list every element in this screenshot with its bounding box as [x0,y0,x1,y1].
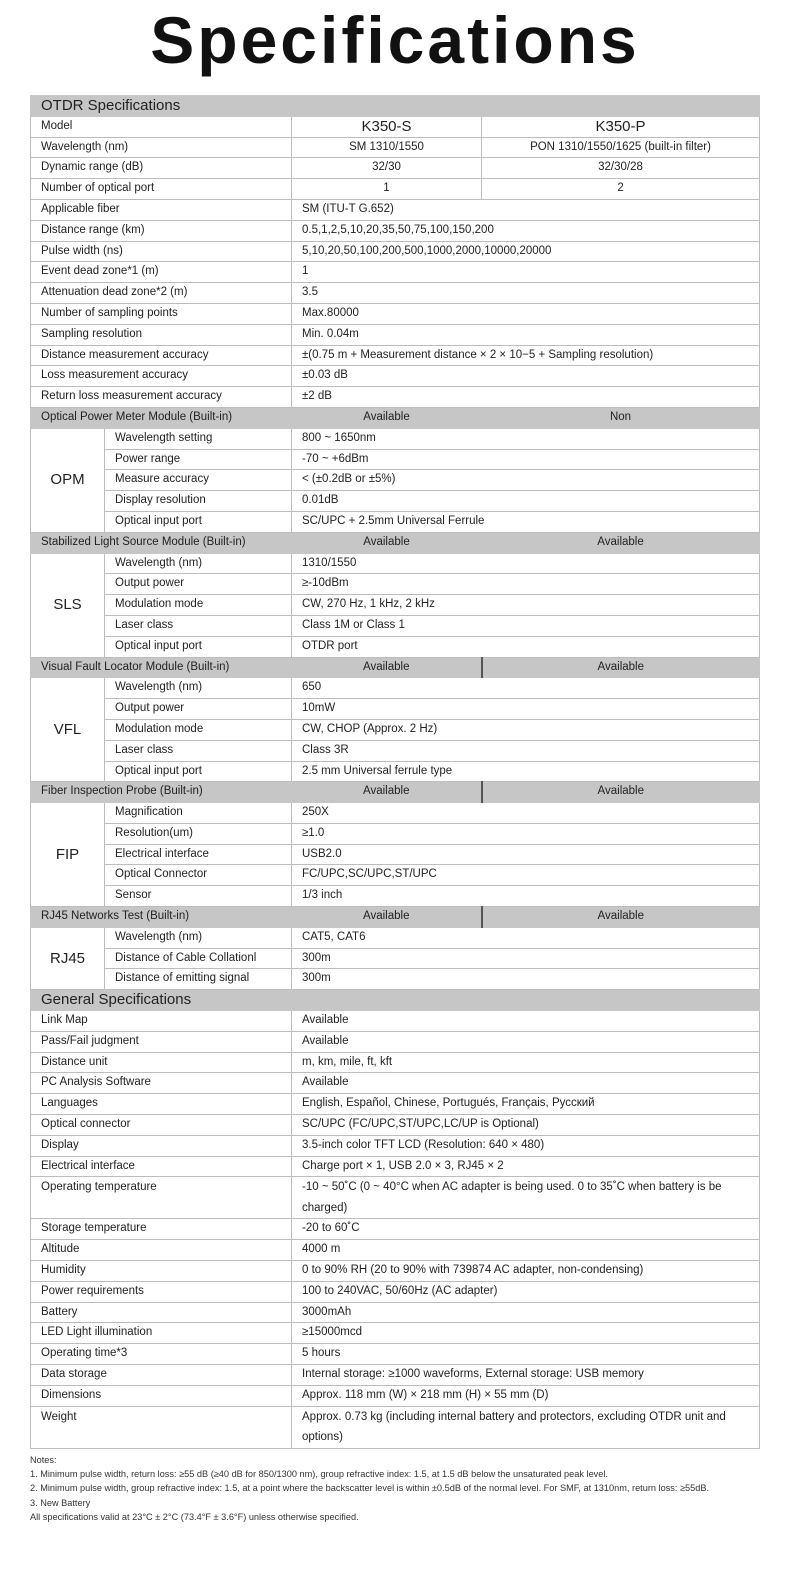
spec-row [31,366,760,387]
spec-row [31,449,760,470]
spec-value: Available [292,1011,760,1032]
spec-row [31,636,760,657]
spec-label: Operating temperature [31,1177,292,1219]
spec-value: 650 [292,678,760,699]
section-header-row [31,407,760,428]
spec-value: ≥1.0 [292,823,760,844]
spec-value: m, km, mile, ft, kft [292,1052,760,1073]
spec-label: PC Analysis Software [31,1073,292,1094]
spec-value: 3.5 [292,283,760,304]
spec-row [31,324,760,345]
spec-value: SC/UPC (FC/UPC,ST/UPC,LC/UP is Optional) [292,1115,760,1136]
spec-label: Humidity [31,1261,292,1282]
spec-label: Storage temperature [31,1219,292,1240]
spec-row [31,1094,760,1115]
spec-row [31,1115,760,1136]
module-abbr: OPM [31,428,105,532]
spec-value: 0 to 90% RH (20 to 90% with 739874 AC adapter, non-condensing) [292,1261,760,1282]
spec-label: Wavelength (nm) [105,678,292,699]
spec-row [31,1281,760,1302]
module-abbr: FIP [31,803,105,907]
spec-row [31,137,760,158]
spec-value: 0.5,1,2,5,10,20,35,50,75,100,150,200 [292,220,760,241]
spec-label: Optical input port [105,511,292,532]
spec-value: ±0.03 dB [292,366,760,387]
section-header-row [31,907,760,928]
spec-label: Display [31,1135,292,1156]
spec-value-k350-p: PON 1310/1550/1625 (built-in filter) [482,137,760,158]
spec-row [31,1406,760,1448]
spec-row [31,1261,760,1282]
spec-label: Data storage [31,1365,292,1386]
spec-label: Distance of Cable Collationl [105,948,292,969]
spec-label: Wavelength (nm) [105,553,292,574]
section-header-row [31,990,760,1011]
notes [30,1453,765,1524]
availability-k350-s: Available [292,657,482,678]
spec-value: English, Español, Chinese, Portugués, Français, Pусский [292,1094,760,1115]
spec-row [31,1031,760,1052]
spec-value: ±(0.75 m + Measurement distance × 2 × 10−5 + Sampling resolution) [292,345,760,366]
spec-row [31,1135,760,1156]
spec-value: FC/UPC,SC/UPC,ST/UPC [292,865,760,886]
model-k350-s: K350-S [292,116,482,137]
section-header-row [31,657,760,678]
spec-label: Distance unit [31,1052,292,1073]
spec-row [31,719,760,740]
spec-value: 5,10,20,50,100,200,500,1000,2000,10000,20000 [292,241,760,262]
spec-row [31,927,760,948]
availability-k350-p: Available [482,907,760,928]
spec-label: Pulse width (ns) [31,241,292,262]
spec-value: 300m [292,969,760,990]
spec-value: Available [292,1031,760,1052]
spec-row [31,823,760,844]
spec-row [31,470,760,491]
availability-k350-s: Available [292,782,482,803]
spec-value: SM (ITU-T G.652) [292,199,760,220]
spec-value: CW, 270 Hz, 1 kHz, 2 kHz [292,595,760,616]
section-header-row [31,532,760,553]
spec-value: Class 1M or Class 1 [292,615,760,636]
spec-value: 300m [292,948,760,969]
availability-k350-p: Available [482,657,760,678]
spec-row [31,886,760,907]
spec-row [31,574,760,595]
spec-row [31,345,760,366]
spec-value: 0.01dB [292,491,760,512]
note-line: All specifications valid at 23°C ± 2°C (73.4°F ± 3.6°F) unless otherwise specified. [30,1511,359,1522]
spec-row [31,761,760,782]
availability-k350-s: Available [292,907,482,928]
spec-label: Battery [31,1302,292,1323]
section-title-general: General Specifications [31,990,760,1011]
spec-value: 1310/1550 [292,553,760,574]
spec-row [31,1385,760,1406]
module-abbr: SLS [31,553,105,657]
spec-row [31,1344,760,1365]
spec-label: Link Map [31,1011,292,1032]
spec-label: Wavelength setting [105,428,292,449]
spec-row [31,1323,760,1344]
spec-value-k350-s: 32/30 [292,158,482,179]
spec-value: 3.5-inch color TFT LCD (Resolution: 640 × 480) [292,1135,760,1156]
spec-value: OTDR port [292,636,760,657]
spec-row [31,303,760,324]
spec-label: Model [31,116,292,137]
spec-value: SC/UPC + 2.5mm Universal Ferrule [292,511,760,532]
spec-label: Modulation mode [105,595,292,616]
spec-value: Charge port × 1, USB 2.0 × 3, RJ45 × 2 [292,1156,760,1177]
spec-value: Approx. 0.73 kg (including internal battery and protectors, excluding OTDR unit and options) [292,1406,760,1448]
spec-label: Sampling resolution [31,324,292,345]
spec-table [30,95,760,1449]
note-line: Notes: [30,1454,57,1465]
spec-value: 100 to 240VAC, 50/60Hz (AC adapter) [292,1281,760,1302]
spec-label: Applicable fiber [31,199,292,220]
spec-label: Output power [105,574,292,595]
spec-label: Laser class [105,740,292,761]
spec-row [31,116,760,137]
spec-value: 800 ~ 1650nm [292,428,760,449]
spec-value: 1 [292,262,760,283]
spec-label: Weight [31,1406,292,1448]
spec-row [31,1219,760,1240]
spec-label: Optical input port [105,636,292,657]
spec-value: Approx. 118 mm (W) × 218 mm (H) × 55 mm (D) [292,1385,760,1406]
spec-value: 5 hours [292,1344,760,1365]
spec-row [31,1177,760,1219]
module-title: Visual Fault Locator Module (Built-in) [31,657,292,678]
spec-label: Optical input port [105,761,292,782]
spec-label: Electrical interface [105,844,292,865]
spec-value: ≥-10dBm [292,574,760,595]
spec-row [31,803,760,824]
spec-value-k350-s: 1 [292,179,482,200]
spec-row [31,699,760,720]
section-header-row [31,96,760,117]
spec-value: CW, CHOP (Approx. 2 Hz) [292,719,760,740]
spec-label: Laser class [105,615,292,636]
spec-value: 3000mAh [292,1302,760,1323]
spec-row [31,678,760,699]
spec-value: 10mW [292,699,760,720]
spec-value: -10 ~ 50˚C (0 ~ 40°C when AC adapter is being used. 0 to 35˚C when battery is be charged) [292,1177,760,1219]
spec-row [31,865,760,886]
spec-label: Wavelength (nm) [105,927,292,948]
spec-label: Sensor [105,886,292,907]
spec-row [31,158,760,179]
module-title: Stabilized Light Source Module (Built-in) [31,532,292,553]
spec-row [31,1240,760,1261]
spec-value: ±2 dB [292,387,760,408]
spec-row [31,740,760,761]
spec-value: 1/3 inch [292,886,760,907]
spec-label: Distance range (km) [31,220,292,241]
spec-label: Display resolution [105,491,292,512]
spec-label: Distance of emitting signal [105,969,292,990]
spec-label: Optical Connector [105,865,292,886]
spec-row [31,1302,760,1323]
spec-label: Pass/Fail judgment [31,1031,292,1052]
model-k350-p: K350-P [482,116,760,137]
module-title: Fiber Inspection Probe (Built-in) [31,782,292,803]
section-header-row [31,782,760,803]
spec-row [31,220,760,241]
spec-label: Resolution(um) [105,823,292,844]
note-line: 1. Minimum pulse width, return loss: ≥55 dB (≥40 dB for 850/1300 nm), group refractive index: 1.5, at 1.5 dB below the unsaturated peak level. [30,1468,608,1479]
spec-row [31,283,760,304]
spec-value: < (±0.2dB or ±5%) [292,470,760,491]
spec-label: Output power [105,699,292,720]
spec-row [31,1365,760,1386]
spec-label: Magnification [105,803,292,824]
spec-label: Event dead zone*1 (m) [31,262,292,283]
spec-row [31,615,760,636]
spec-label: LED Light illumination [31,1323,292,1344]
spec-row [31,179,760,200]
spec-label: Return loss measurement accuracy [31,387,292,408]
spec-label: Number of sampling points [31,303,292,324]
spec-row [31,1156,760,1177]
module-title: RJ45 Networks Test (Built-in) [31,907,292,928]
module-abbr: VFL [31,678,105,782]
note-line: 2. Minimum pulse width, group refractive index: 1.5, at a point where the backscatter level is within ±0.5dB of the normal level. For SMF, at 1310nm, return loss: ≥55dB. [30,1483,710,1494]
availability-k350-s: Available [292,532,482,553]
spec-label: Power requirements [31,1281,292,1302]
spec-row [31,262,760,283]
spec-label: Altitude [31,1240,292,1261]
spec-value-k350-p: 32/30/28 [482,158,760,179]
spec-row [31,491,760,512]
spec-label: Optical connector [31,1115,292,1136]
spec-label: Number of optical port [31,179,292,200]
spec-value: Internal storage: ≥1000 waveforms, External storage: USB memory [292,1365,760,1386]
spec-value: Class 3R [292,740,760,761]
spec-value: 2.5 mm Universal ferrule type [292,761,760,782]
spec-label: Loss measurement accuracy [31,366,292,387]
availability-k350-p: Available [482,782,760,803]
spec-label: Measure accuracy [105,470,292,491]
spec-label: Operating time*3 [31,1344,292,1365]
spec-label: Electrical interface [31,1156,292,1177]
spec-value: Min. 0.04m [292,324,760,345]
spec-row [31,553,760,574]
spec-row [31,969,760,990]
spec-value: 4000 m [292,1240,760,1261]
spec-label: Dimensions [31,1385,292,1406]
spec-value: Max.80000 [292,303,760,324]
spec-row [31,1073,760,1094]
spec-value-k350-s: SM 1310/1550 [292,137,482,158]
availability-k350-s: Available [292,407,482,428]
spec-value: Available [292,1073,760,1094]
page-title: Specifications [150,3,640,77]
section-title-otdr: OTDR Specifications [31,96,760,117]
note-line: 3. New Battery [30,1497,91,1508]
spec-value: ≥15000mcd [292,1323,760,1344]
availability-k350-p: Available [482,532,760,553]
spec-label: Languages [31,1094,292,1115]
spec-value: USB2.0 [292,844,760,865]
spec-row [31,387,760,408]
spec-label: Distance measurement accuracy [31,345,292,366]
spec-row [31,511,760,532]
spec-row [31,199,760,220]
spec-value: -70 ~ +6dBm [292,449,760,470]
module-title: Optical Power Meter Module (Built-in) [31,407,292,428]
spec-value: CAT5, CAT6 [292,927,760,948]
spec-value: -20 to 60˚C [292,1219,760,1240]
spec-label: Modulation mode [105,719,292,740]
spec-label: Attenuation dead zone*2 (m) [31,283,292,304]
spec-value-k350-p: 2 [482,179,760,200]
module-abbr: RJ45 [31,927,105,989]
spec-row [31,241,760,262]
spec-row [31,948,760,969]
spec-row [31,1052,760,1073]
spec-row [31,428,760,449]
spec-row [31,1011,760,1032]
spec-row [31,595,760,616]
spec-row [31,844,760,865]
spec-label: Power range [105,449,292,470]
spec-value: 250X [292,803,760,824]
spec-label: Dynamic range (dB) [31,158,292,179]
availability-k350-p: Non [482,407,760,428]
spec-label: Wavelength (nm) [31,137,292,158]
